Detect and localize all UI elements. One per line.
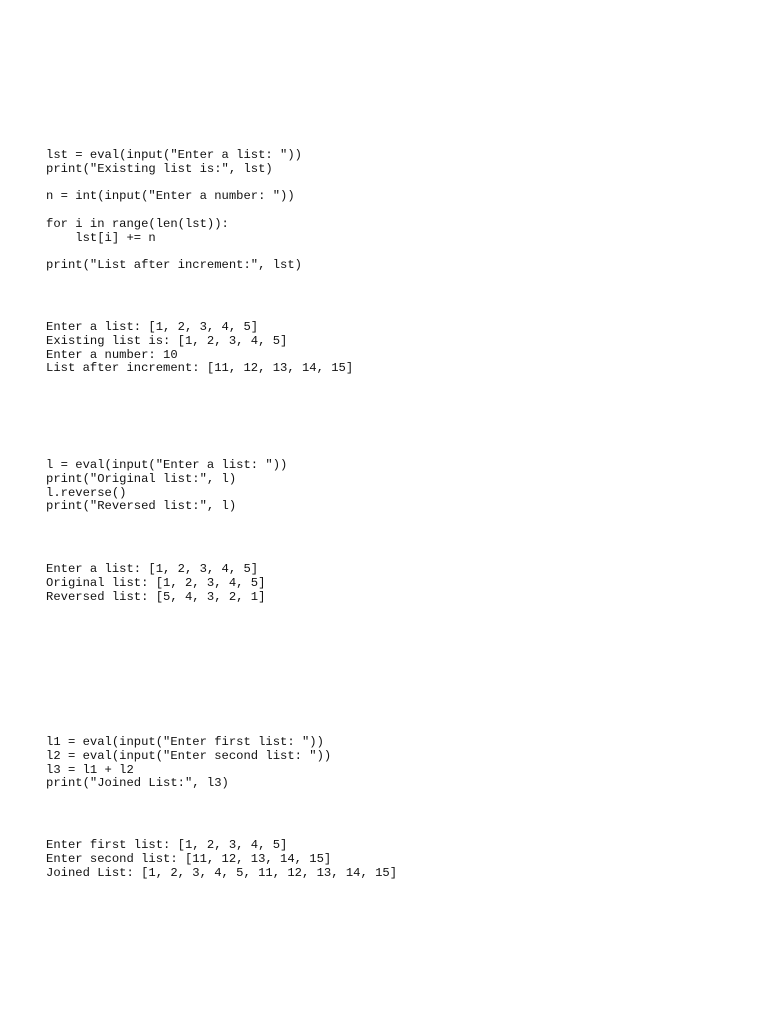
code-line: print("Reversed list:", l) [46,499,237,514]
output-line: Enter a list: [1, 2, 3, 4, 5] [46,562,259,576]
code-block-increment [46,149,302,273]
output-line: Original list: [1, 2, 3, 4, 5] [46,575,266,590]
code-line: l.reverse() [46,485,127,500]
code-line: l1 = eval(input("Enter first list: ")) [46,735,324,749]
output-block-join [46,839,397,880]
code-block-reverse [46,459,287,514]
code-line: lst[i] += n [46,230,156,245]
output-line: List after increment: [11, 12, 13, 14, 15] [46,361,354,376]
code-line [46,177,302,191]
output-line: Enter second list: [11, 12, 13, 14, 15] [46,851,332,866]
code-line [46,204,302,218]
code-line: for i in range(len(lst)): [46,216,229,231]
output-line: Existing list is: [1, 2, 3, 4, 5] [46,333,288,348]
code-block-join [46,736,331,791]
output-line: Enter first list: [1, 2, 3, 4, 5] [46,838,288,852]
output-line: Enter a list: [1, 2, 3, 4, 5] [46,320,259,334]
output-line: Joined List: [1, 2, 3, 4, 5, 11, 12, 13, 14, 15] [46,865,398,880]
code-line: lst = eval(input("Enter a list: ")) [46,148,302,162]
output-block-reverse [46,563,265,604]
code-line: n = int(input("Enter a number: ")) [46,189,295,204]
output-line: Reversed list: [5, 4, 3, 2, 1] [46,589,266,604]
output-line: Enter a number: 10 [46,347,178,362]
code-line: l2 = eval(input("Enter second list: ")) [46,748,332,763]
code-line: l = eval(input("Enter a list: ")) [46,458,288,472]
code-line: print("List after increment:", lst) [46,258,302,273]
code-line: l3 = l1 + l2 [46,762,134,777]
code-line: print("Joined List:", l3) [46,776,229,791]
output-block-increment [46,321,353,376]
code-line: print("Original list:", l) [46,471,237,486]
code-line [46,246,302,260]
code-line: print("Existing list is:", lst) [46,161,273,176]
